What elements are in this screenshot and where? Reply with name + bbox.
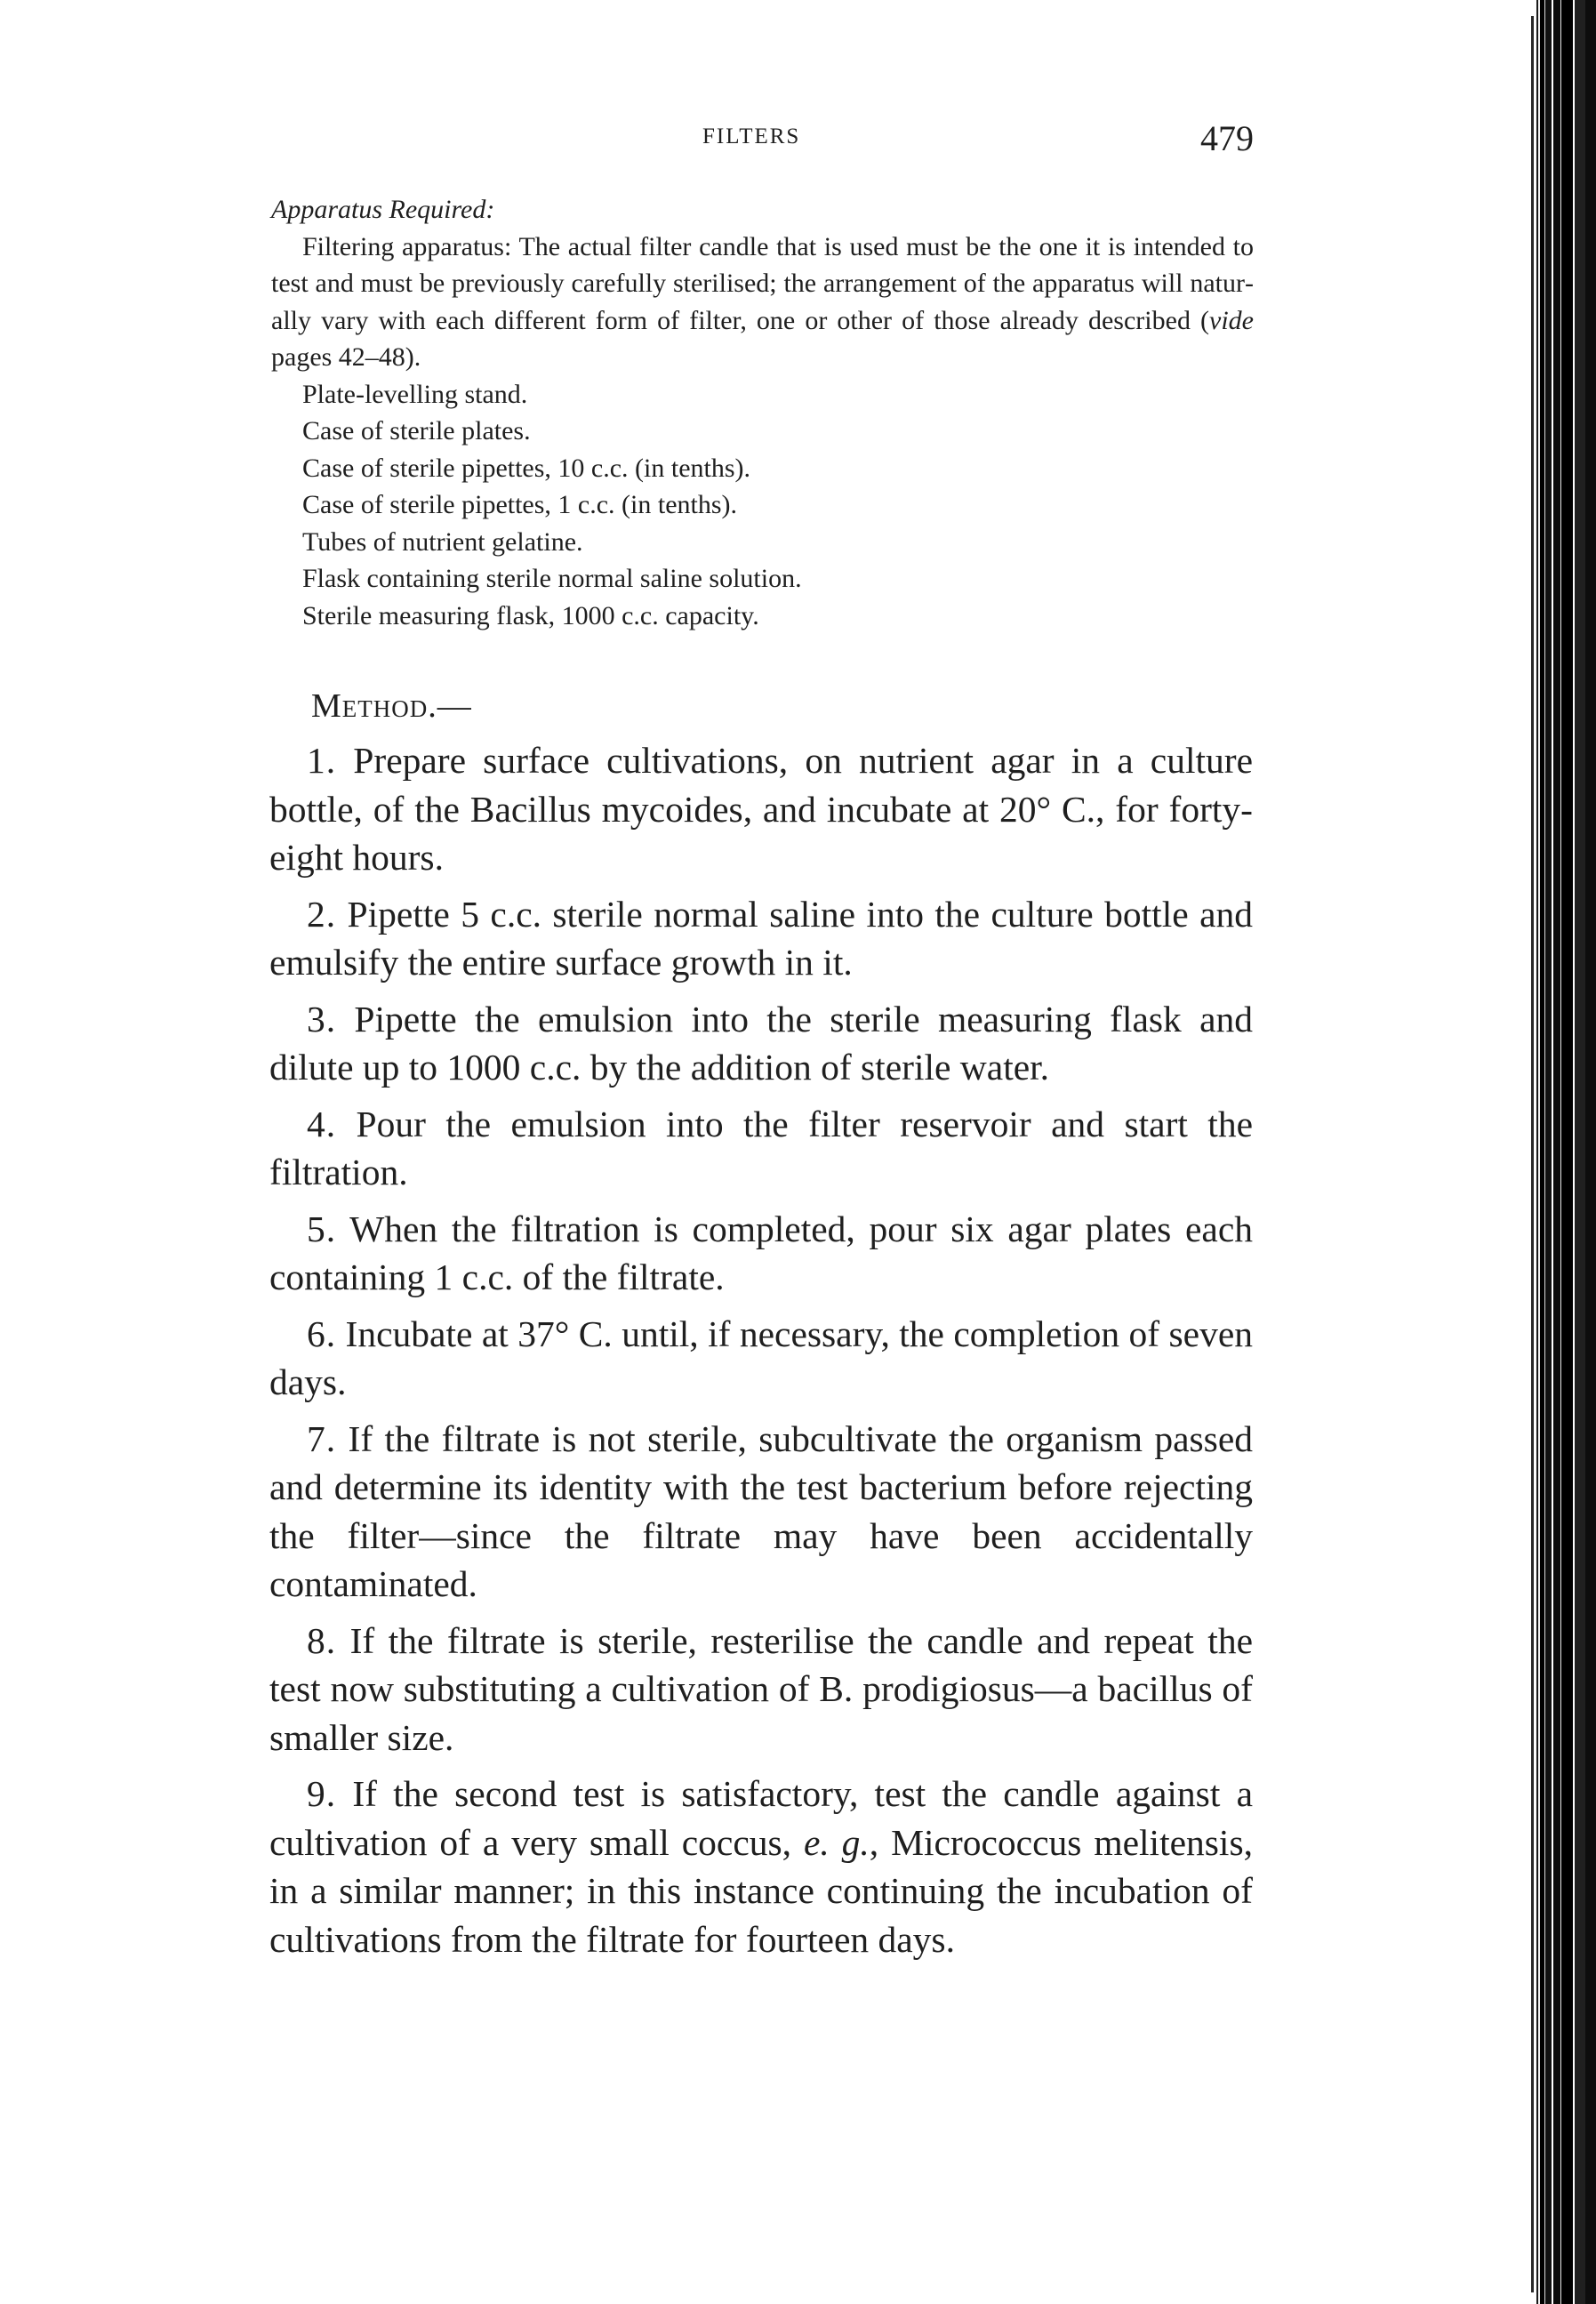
apparatus-intro bbox=[271, 229, 1254, 376]
apparatus-item: Plate-levelling stand. bbox=[302, 379, 528, 409]
apparatus-item: Case of sterile pipettes, 1 c.c. (in tenths). bbox=[302, 490, 738, 519]
step-number: 2. bbox=[307, 893, 337, 935]
step-text: Prepare surface cultivations, on nutrient agar in a culture bottle, of the Bacillus mycoides, and incubate at 20° C., for forty-eight hours. bbox=[269, 740, 1254, 878]
method-step-4 bbox=[269, 1100, 1253, 1197]
book-binding-edge bbox=[1534, 0, 1596, 2304]
running-head: FILTERS bbox=[702, 124, 801, 149]
apparatus-heading: Apparatus Required: bbox=[271, 195, 495, 224]
apparatus-item: Sterile measuring flask, 1000 c.c. capacity. bbox=[302, 600, 759, 630]
page-number: 479 bbox=[1200, 118, 1254, 158]
method-step-6 bbox=[269, 1310, 1253, 1407]
apparatus-item: Case of sterile pipettes, 10 c.c. (in tenths). bbox=[302, 453, 751, 483]
step-text: Pipette the emulsion into the sterile measuring flask and dilute up to 1000 c.c. by the addition of sterile water. bbox=[269, 998, 1253, 1088]
step-text: Incubate at 37° C. until, if necessary, the completion of seven days. bbox=[269, 1313, 1253, 1402]
method-step-1 bbox=[269, 736, 1253, 882]
step-text: If the second test is satisfactory, test the candle against a cultivation of a very small coccus, bbox=[269, 1773, 1254, 1863]
apparatus-item: Case of sterile plates. bbox=[302, 416, 531, 446]
step-number: 9. bbox=[307, 1773, 337, 1814]
method-step-2 bbox=[269, 890, 1253, 987]
method-step-8 bbox=[269, 1617, 1253, 1762]
step-number: 7. bbox=[307, 1417, 337, 1459]
vide-word: vide bbox=[1209, 305, 1254, 335]
apparatus-item: Flask containing sterile normal saline solution. bbox=[302, 564, 802, 593]
method-step-9 bbox=[269, 1770, 1253, 1963]
step-number: 4. bbox=[307, 1103, 337, 1144]
step-text: If the filtrate is not sterile, subcultivate the organism passed and determine its identity with the test bacterium before rejecting the filter—since the filtrate may have been accidentally contaminated. bbox=[269, 1417, 1253, 1604]
method-step-5 bbox=[269, 1205, 1253, 1302]
method-step-7 bbox=[269, 1415, 1253, 1609]
step-text: Pipette 5 c.c. sterile normal saline into the culture bottle and emulsify the entire surface growth in it. bbox=[269, 893, 1253, 983]
apparatus-intro-text: Filtering apparatus: The actual filter candle that is used must be the one it is intended to test and must be previously carefully sterilised; the arrangement of the apparatus will naturally vary with each different form of filter, one or other of those already described ( bbox=[271, 231, 1254, 335]
step-text: When the filtration is completed, pour six agar plates each containing 1 c.c. of the filtrate. bbox=[269, 1208, 1253, 1297]
step-number: 3. bbox=[307, 998, 337, 1040]
method-step-3 bbox=[269, 995, 1253, 1092]
apparatus-list bbox=[271, 376, 1254, 635]
apparatus-item: Tubes of nutrient gelatine. bbox=[302, 526, 583, 557]
step-text: Pour the emulsion into the filter reservoir and start the filtration. bbox=[269, 1103, 1254, 1192]
step-number: 6. bbox=[307, 1313, 337, 1354]
step-number: 1. bbox=[307, 740, 337, 781]
step-eg: e. g. bbox=[803, 1821, 870, 1863]
step-number: 5. bbox=[307, 1208, 337, 1249]
apparatus-intro-pages: pages 42–48). bbox=[271, 342, 421, 372]
step-number: 8. bbox=[307, 1619, 337, 1661]
method-heading: Method.— bbox=[311, 687, 472, 725]
step-text-continued: , Micrococcus melitensis, in a similar manner; in this instance continuing the incubation of cultivations from the filtrate for fourteen days. bbox=[269, 1821, 1253, 1960]
step-text: If the filtrate is sterile, resterilise the candle and repeat the test now substituting a cultivation of B. prodigiosus—a bacillus of smaller size. bbox=[269, 1619, 1254, 1758]
method-steps bbox=[269, 736, 1253, 1963]
apparatus-section bbox=[271, 191, 1254, 634]
